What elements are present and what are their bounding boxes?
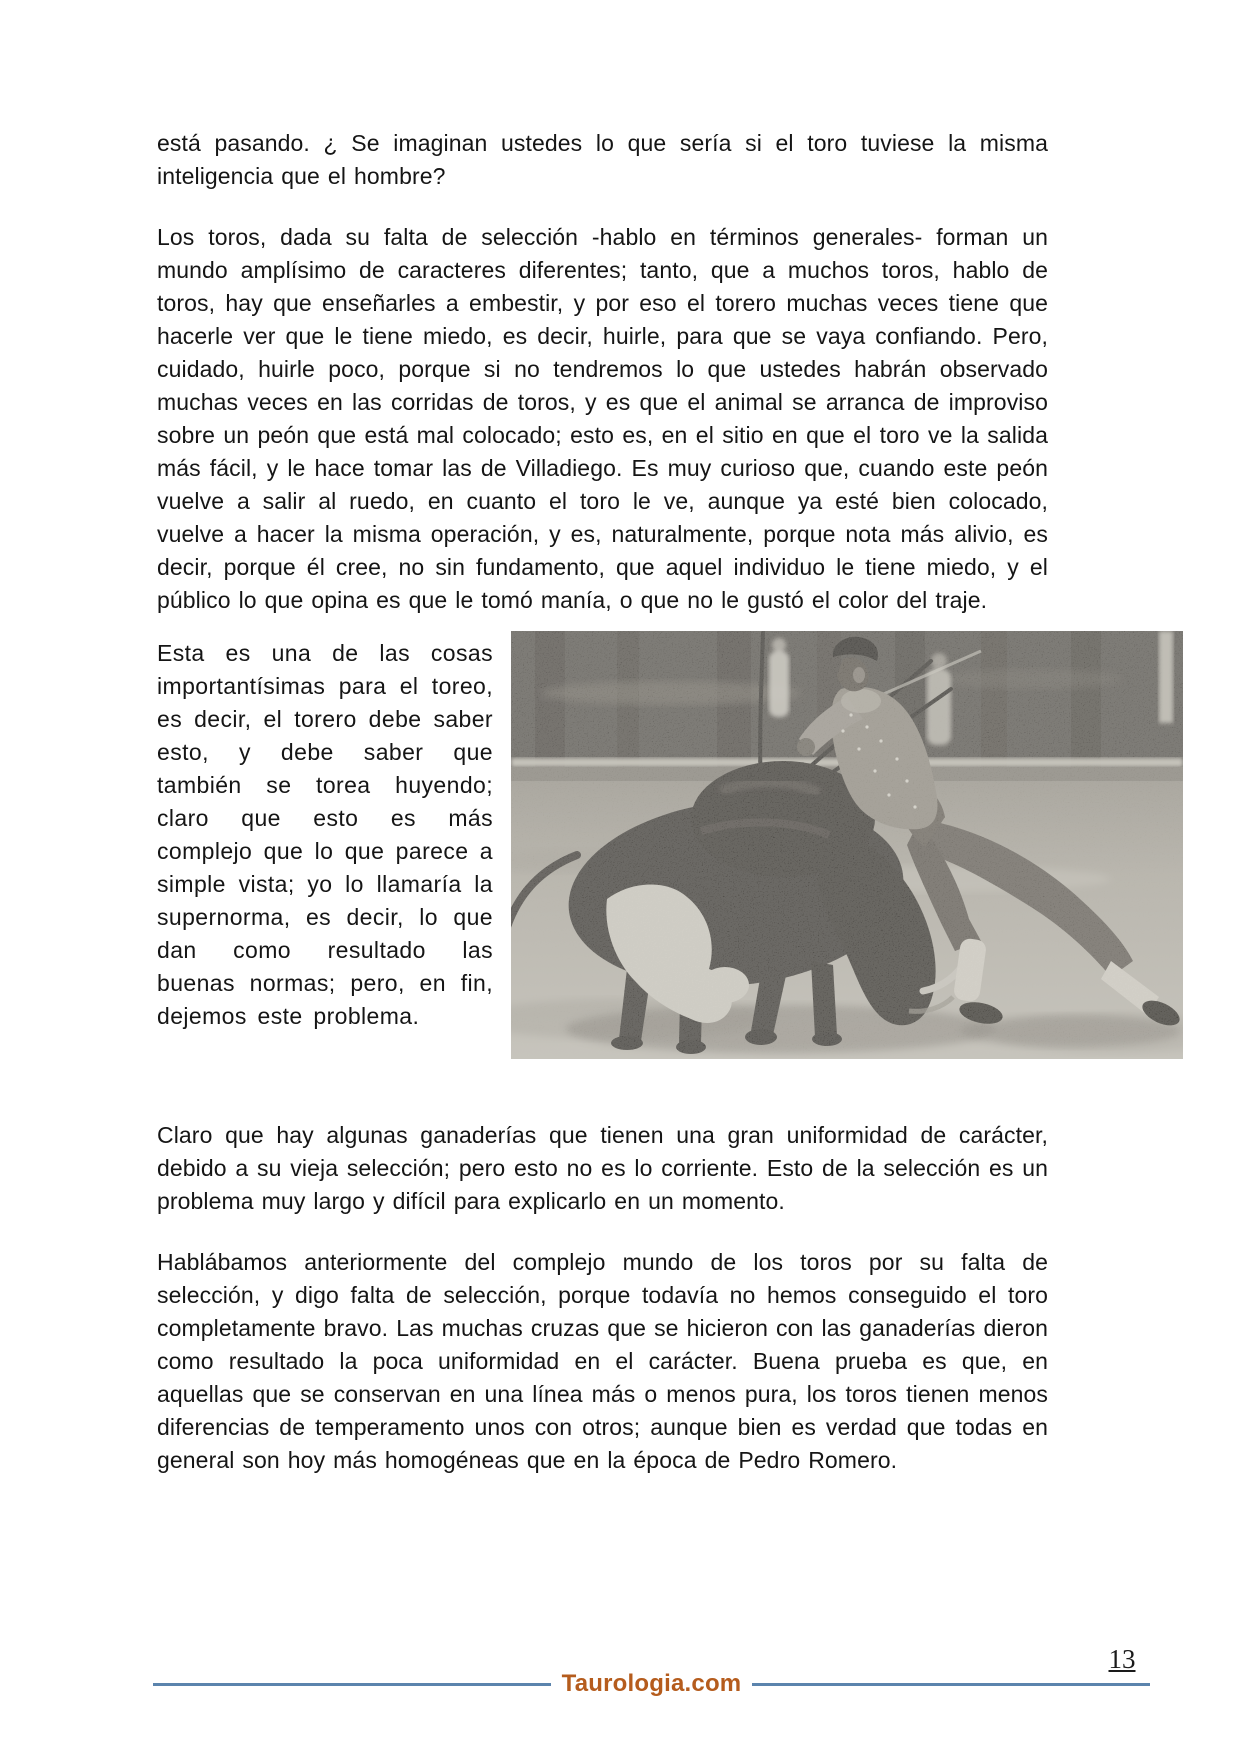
side-text-column: [157, 633, 493, 1033]
footer: [153, 1671, 1150, 1697]
bullfight-photo: [511, 631, 1183, 1059]
paragraph-5: Hablábamos anteriormente del complejo mundo de los toros por su falta de selección, y digo falta de selección, porque todavía no hemos conseguido el toro completamente bravo. Las muchas cruzas que se hicieron con las ganaderías dieron como resultado la poca uniformidad en el carácter. Buena prueba es que, en aquellas que se conservan en una línea más o menos pura, los toros tienen menos diferencias de temperamento unos con otros; aunque bien es verdad que todas en general son hoy más homogéneas que en la época de Pedro Romero.: [157, 1249, 1048, 1473]
bullfight-photo-art: [511, 631, 1183, 1059]
paragraph-3: Esta es una de las cosas importantísimas para el toreo, es decir, el torero debe saber esto, y debe saber que también se torea huyendo; claro que esto es más complejo que lo que parece a simple vista; yo lo llamaría la supernorma, es decir, lo que dan como resultado las buenas normas; pero, en fin, dejemos este problema.: [157, 640, 493, 1029]
footer-brand: Taurologia.com: [561, 1670, 742, 1697]
footer-rule-left: [153, 1683, 551, 1686]
page-number: 13: [1108, 1644, 1136, 1674]
page-content: [157, 127, 1048, 1505]
paragraph-2: Los toros, dada su falta de selección -hablo en términos generales- forman un mundo amplísimo de caracteres diferentes; tanto, que a muchos toros, hablo de toros, hay que enseñarles a embestir, y por eso el torero muchas veces tiene que hacerle ver que le tiene miedo, es decir, huirle, para que se vaya confiando. Pero, cuidado, huirle poco, porque si no tendremos lo que ustedes habrán observado muchas veces en las corridas de toros, y es que el animal se arranca de improviso sobre un peón que está mal colocado; esto es, en el sitio en que el toro ve la salida más fácil, y le hace tomar las de Villadiego. Es muy curioso que, cuando este peón vuelve a salir al ruedo, en cuanto el toro le ve, aunque ya esté bien colocado, vuelve a hacer la misma operación, y es, naturalmente, porque nota más alivio, es decir, porque él cree, no sin fundamento, que aquel individuo le tiene miedo, y el público lo que opina es que le tomó manía, o que no le gustó el color del traje.: [157, 224, 1048, 613]
paragraph-4: Claro que hay algunas ganaderías que tienen una gran uniformidad de carácter, debido a su vieja selección; pero esto no es lo corriente. Esto de la selección es un problema muy largo y difícil para explicarlo en un momento.: [157, 1122, 1048, 1214]
photo-and-sidetext-row: [157, 633, 1183, 1059]
paragraph-1: está pasando. ¿ Se imaginan ustedes lo que sería si el toro tuviese la misma inteligencia que el hombre?: [157, 130, 1048, 189]
footer-rule-right: [752, 1683, 1150, 1686]
photo-grain-overlay: [511, 631, 1183, 1059]
